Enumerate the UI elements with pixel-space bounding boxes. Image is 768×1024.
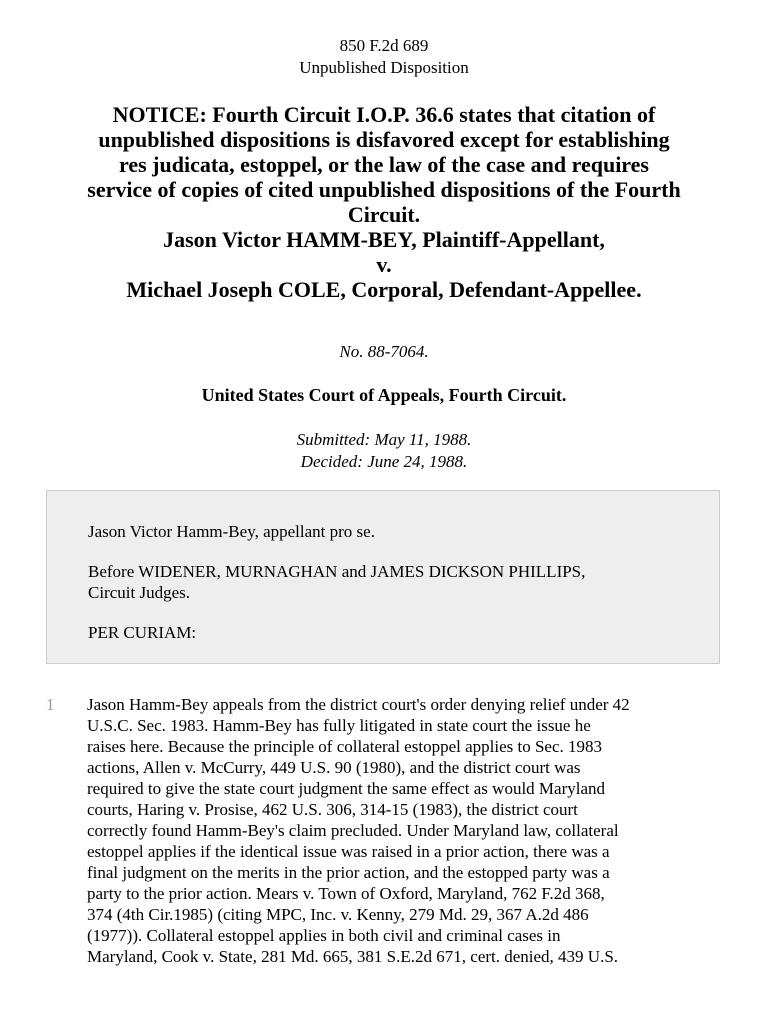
- opinion-line: estoppel applies if the identical issue was raised in a prior action, there was a: [87, 842, 610, 861]
- docket-number: No. 88-7064.: [339, 342, 429, 361]
- opinion-line: actions, Allen v. McCurry, 449 U.S. 90 (1980), and the district court was: [87, 758, 581, 777]
- notice-line: NOTICE: Fourth Circuit I.O.P. 36.6 states that citation of: [112, 102, 656, 127]
- court-name: United States Court of Appeals, Fourth Circuit.: [201, 385, 567, 405]
- opinion-line: party to the prior action. Mears v. Town of Oxford, Maryland, 762 F.2d 368,: [87, 884, 605, 903]
- opinion-line: courts, Haring v. Prosise, 462 U.S. 306, 314-15 (1983), the district court: [87, 800, 578, 819]
- panel-box: [46, 490, 720, 664]
- opinion-line: (1977)). Collateral estoppel applies in both civil and criminal cases in: [87, 926, 561, 945]
- notice-line: Circuit.: [347, 202, 421, 227]
- opinion-line: raises here. Because the principle of collateral estoppel applies to Sec. 1983: [87, 737, 603, 756]
- citation: 850 F.2d 689: [339, 36, 429, 55]
- opinion-line: final judgment on the merits in the prior action, and the estopped party was a: [87, 863, 610, 882]
- plaintiff-line: Jason Victor HAMM-BEY, Plaintiff-Appellant,: [163, 227, 605, 252]
- opinion-paragraph: [87, 694, 737, 967]
- submitted-date: Submitted: May 11, 1988.: [296, 430, 472, 449]
- counsel-line: Jason Victor Hamm-Bey, appellant pro se.: [88, 522, 375, 541]
- judges-line: Circuit Judges.: [88, 583, 190, 602]
- opinion-line: Jason Hamm-Bey appeals from the district court's order denying relief under 42: [87, 695, 630, 714]
- defendant-line: Michael Joseph COLE, Corporal, Defendant-Appellee.: [126, 277, 642, 302]
- opinion-line: Maryland, Cook v. State, 281 Md. 665, 381 S.E.2d 671, cert. denied, 439 U.S.: [87, 947, 619, 966]
- paragraph-number: 1: [46, 695, 55, 714]
- versus-line: v.: [376, 252, 392, 277]
- notice-line: res judicata, estoppel, or the law of the case and requires: [118, 152, 649, 177]
- judges-line: Before WIDENER, MURNAGHAN and JAMES DICKSON PHILLIPS,: [88, 562, 586, 581]
- opinion-line: U.S.C. Sec. 1983. Hamm-Bey has fully litigated in state court the issue he: [87, 716, 591, 735]
- notice-line: unpublished dispositions is disfavored except for establishing: [98, 127, 670, 152]
- opinion-line: 374 (4th Cir.1985) (citing MPC, Inc. v. Kenny, 279 Md. 29, 367 A.2d 486: [87, 905, 589, 924]
- opinion-line: required to give the state court judgment the same effect as would Maryland: [87, 779, 606, 798]
- case-header: [36, 102, 732, 302]
- disposition-label: Unpublished Disposition: [299, 58, 469, 77]
- per-curiam-label: PER CURIAM:: [88, 623, 197, 642]
- decided-date: Decided: June 24, 1988.: [300, 452, 468, 471]
- notice-line: service of copies of cited unpublished dispositions of the Fourth: [87, 177, 681, 202]
- opinion-line: correctly found Hamm-Bey's claim precluded. Under Maryland law, collateral: [87, 821, 619, 840]
